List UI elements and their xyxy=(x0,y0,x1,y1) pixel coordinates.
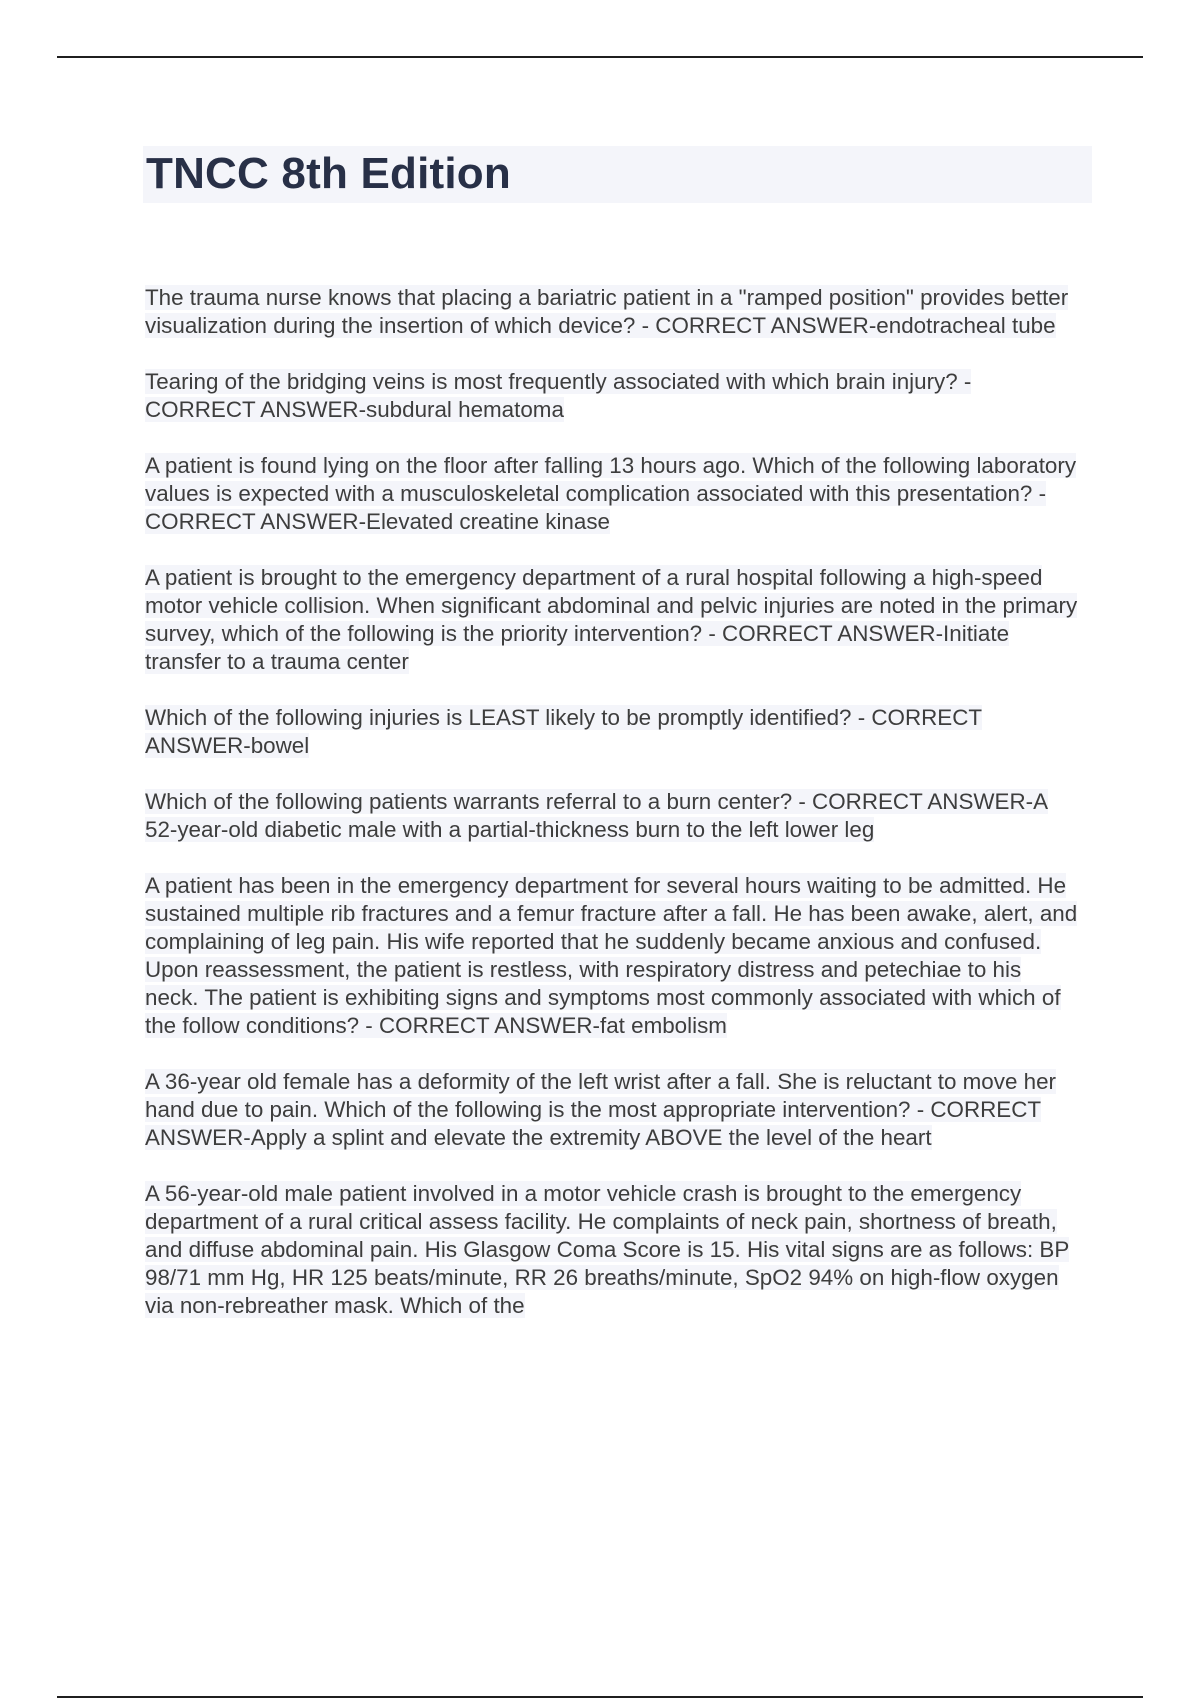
qa-text: Which of the following patients warrants referral to a burn center? - CORRECT ANSWER-A 52-year-old diabetic male with a partial-thickness burn to the left lower leg xyxy=(145,789,1049,842)
header-rule xyxy=(57,56,1143,58)
qa-text: A patient has been in the emergency department for several hours waiting to be admitted. He sustained multiple rib fractures and a femur fracture after a fall. He has been awake, alert, and complaining of leg pain. His wife reported that he suddenly became anxious and confused. Upon reassessment, the patient is restless, with respiratory distress and petechiae to his neck. The patient is exhibiting signs and symptoms most commonly associated with which of the follow conditions? - CORRECT ANSWER-fat embolism xyxy=(145,873,1078,1038)
footer-rule xyxy=(57,1696,1143,1698)
qa-list xyxy=(145,284,1080,1348)
qa-item-2 xyxy=(145,368,1080,424)
qa-text: The trauma nurse knows that placing a bariatric patient in a "ramped position" provides better visualization during the insertion of which device? - CORRECT ANSWER-endotracheal tube xyxy=(145,285,1069,338)
qa-item-9 xyxy=(145,1180,1080,1320)
qa-text: A patient is found lying on the floor after falling 13 hours ago. Which of the following laboratory values is expected with a musculoskeletal complication associated with this presentation? - CORRECT ANSWER-Elevated creatine kinase xyxy=(145,453,1077,534)
qa-item-7 xyxy=(145,872,1080,1040)
qa-item-4 xyxy=(145,564,1080,676)
qa-text: A 56-year-old male patient involved in a motor vehicle crash is brought to the emergency department of a rural critical assess facility. He complaints of neck pain, shortness of breath, and diffuse abdominal pain. His Glasgow Coma Score is 15. His vital signs are as follows: BP 98/71 mm Hg, HR 125 beats/minute, RR 26 breaths/minute, SpO2 94% on high-flow oxygen via non-rebreather mask. Which of the xyxy=(145,1181,1070,1318)
qa-item-1 xyxy=(145,284,1080,340)
qa-text: Tearing of the bridging veins is most frequently associated with which brain injury? - CORRECT ANSWER-subdural hematoma xyxy=(145,369,972,422)
document-title: TNCC 8th Edition xyxy=(146,149,511,198)
qa-item-6 xyxy=(145,788,1080,844)
qa-text: A 36-year old female has a deformity of the left wrist after a fall. She is reluctant to move her hand due to pain. Which of the following is the most appropriate intervention? - CORRECT ANSWER-Apply a splint and elevate the extremity ABOVE the level of the heart xyxy=(145,1069,1056,1150)
qa-text: Which of the following injuries is LEAST likely to be promptly identified? - CORRECT ANSWER-bowel xyxy=(145,705,983,758)
qa-item-3 xyxy=(145,452,1080,536)
qa-item-5 xyxy=(145,704,1080,760)
qa-text: A patient is brought to the emergency department of a rural hospital following a high-speed motor vehicle collision. When significant abdominal and pelvic injuries are noted in the primary survey, which of the following is the priority intervention? - CORRECT ANSWER-Initiate transfer to a trauma center xyxy=(145,565,1078,674)
qa-item-8 xyxy=(145,1068,1080,1152)
